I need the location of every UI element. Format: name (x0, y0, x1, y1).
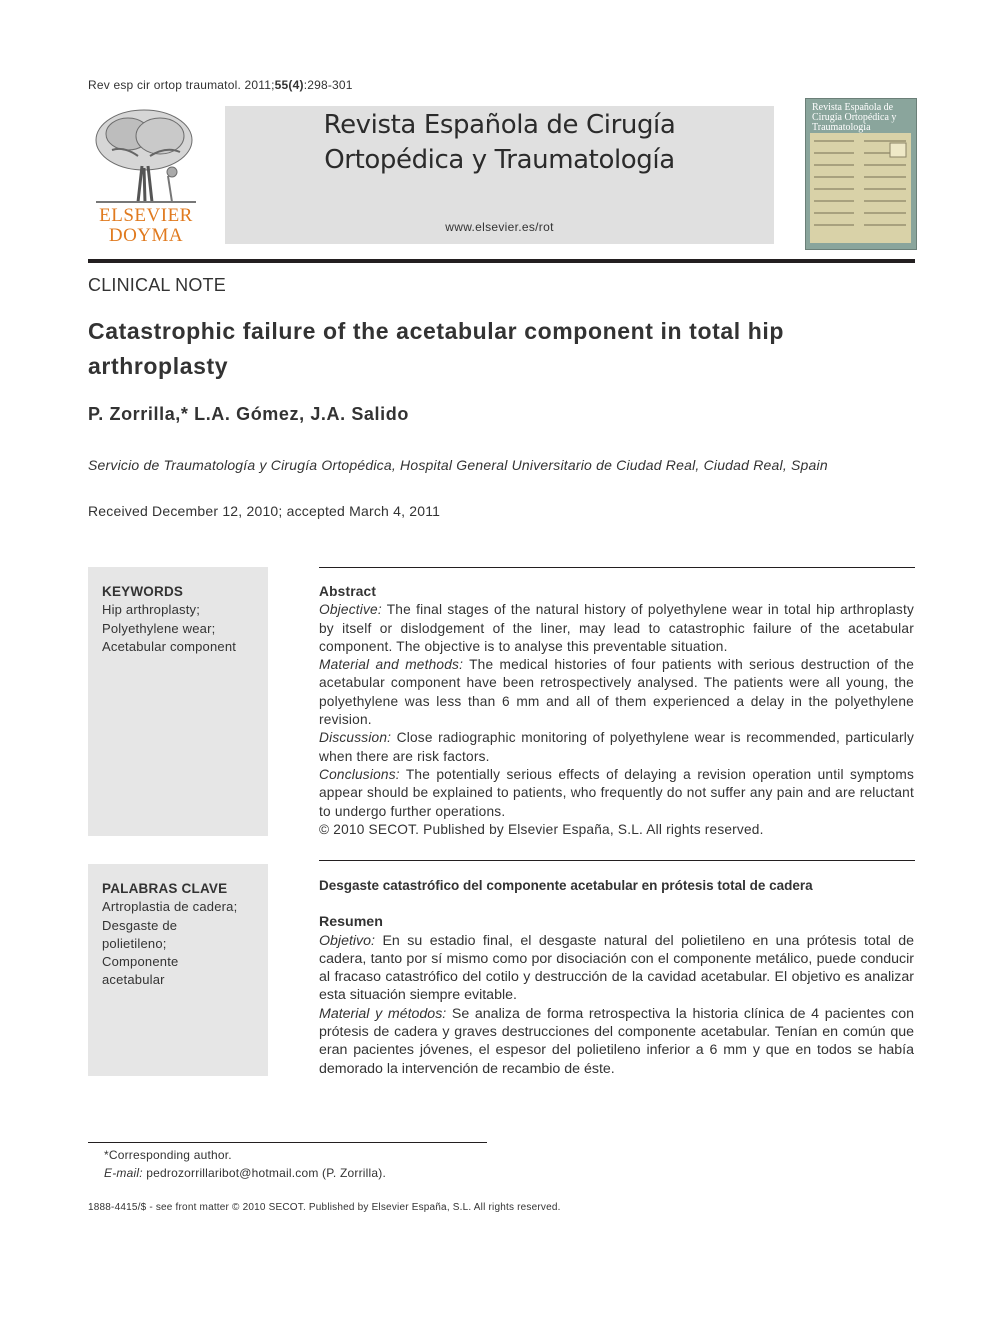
abstract-conclusions-label: Conclusions: (319, 766, 400, 782)
spanish-title: Desgaste catastrófico del componente acetabular en prótesis total de cadera (319, 878, 813, 893)
journal-url[interactable]: www.elsevier.es/rot (445, 220, 554, 234)
palabra-clave-item: Componente (102, 954, 179, 970)
resumen-objetivo-label: Objetivo: (319, 932, 375, 949)
article-title: Catastrophic failure of the acetabular component in total hip arthroplasty (88, 318, 785, 379)
abstract-discussion (319, 729, 914, 766)
footnote (104, 1146, 386, 1182)
journal-title-line1: Revista Española de Cirugía (323, 110, 676, 140)
corresponding-author: *Corresponding author. (104, 1148, 232, 1162)
elsevier-logo (88, 106, 204, 246)
abstract-heading: Abstract (319, 584, 377, 599)
abstract-methods (319, 656, 914, 729)
publisher-line2: DOYMA (108, 225, 184, 246)
palabras-clave-heading: PALABRAS CLAVE (102, 881, 228, 896)
elsevier-tree-icon (88, 106, 204, 206)
article-authors: P. Zorrilla,* L.A. Gómez, J.A. Salido (88, 404, 409, 424)
email-label: E-mail: (104, 1166, 143, 1180)
publisher-line1: ELSEVIER (99, 205, 193, 226)
author-email (104, 1164, 386, 1182)
resumen-objetivo-text: En su estadio final, el desgaste natural del polietileno en una prótesis total de cadera, tanto por sí mismo como por disociación con el componente metálico, puede conducir al fracaso catastrófico del cotilo y destrucción de la cavidad acetabular. El objetivo es analizar esta situación siempre evitable. (319, 932, 914, 1004)
resumen-metodos-label: Material y métodos: (319, 1005, 447, 1022)
keyword-item: Polyethylene wear; (102, 620, 216, 636)
journal-title-line2: Ortopédica y Traumatología (324, 145, 675, 175)
abstract-conclusions-text: The potentially serious effects of delaying a revision operation until symptoms appear should be explained to patients, who frequently do not suffer any pain and are reluctant to undergo further operations. (319, 766, 914, 819)
resumen-objetivo (319, 932, 914, 1005)
keyword-item: Hip arthroplasty; (102, 602, 201, 618)
abstract-objective-label: Objective: (319, 602, 382, 618)
article-affiliation: Servicio de Traumatología y Cirugía Ortopédica, Hospital General Universitario de Ciudad Real, Ciudad Real, Spain (88, 457, 828, 473)
palabra-clave-item: polietileno; (102, 935, 167, 951)
footnote-divider (88, 1142, 487, 1143)
resumen-metodos-text: Se analiza de forma retrospectiva la historia clínica de 4 pacientes con prótesis de cadera y graves destrucciones del componente acetabular. Tenían en común que eran pacientes jóvenes, el espesor del polietileno inferior a 6 mm y que en todos se había demorado la intervención de recambio de éste. (319, 1005, 914, 1077)
section-label: CLINICAL NOTE (88, 275, 226, 295)
abstract-methods-text: The medical histories of four patients with serious destruction of the acetabular component have been retrospectively analysed. The patients were all young, the polyethylene was less than 6 mm and all of them experienced a delay in the polyethylene revision. (319, 657, 915, 728)
abstract-objective (319, 601, 914, 656)
abstract-conclusions (319, 766, 914, 821)
citation-prefix: Rev esp cir ortop traumatol. 2011; (88, 78, 275, 92)
publisher-name (88, 206, 204, 246)
article-received-dates: Received December 12, 2010; accepted March 4, 2011 (88, 503, 441, 519)
palabra-clave-item: acetabular (102, 972, 165, 988)
keyword-item: Acetabular component (102, 638, 237, 654)
journal-title (225, 108, 774, 178)
resumen (319, 877, 914, 1078)
journal-cover-thumbnail (805, 98, 917, 250)
journal-citation (88, 78, 353, 92)
header-divider (88, 259, 915, 263)
resumen-heading: Resumen (319, 914, 383, 931)
issn-line: 1888-4415/$ - see front matter © 2010 SECOT. Published by Elsevier España, S.L. All rights reserved. (88, 1202, 561, 1213)
email-address[interactable]: pedrozorrillaribot@hotmail.com (P. Zorrilla). (142, 1166, 386, 1180)
keywords-heading: KEYWORDS (102, 584, 184, 599)
resumen-metodos (319, 1005, 914, 1078)
abstract (319, 583, 914, 839)
abstract-methods-label: Material and methods: (319, 657, 464, 673)
citation-pages: :298-301 (303, 78, 353, 92)
cover-contents-lines-icon (810, 133, 911, 243)
abstract-discussion-label: Discussion: (319, 730, 392, 746)
abstract-divider (319, 567, 915, 568)
palabra-clave-item: Artroplastia de cadera; (102, 899, 238, 915)
journal-header (225, 106, 774, 244)
abstract-objective-text: The final stages of the natural history of polyethylene wear in total hip arthroplasty by itself or dislodgement of the liner, may lead to catastrophic failure of the acetabular component. The objective is to analyse this preventable situation. (319, 602, 914, 654)
cover-title: Revista Española de Cirugía Ortopédica y Traumatología (812, 102, 897, 133)
keywords-box (88, 567, 268, 836)
palabras-clave-box (88, 864, 268, 1076)
abstract-discussion-text: Close radiographic monitoring of polyethylene wear is recommended, particularly when there are risk factors. (319, 730, 914, 764)
abstract-copyright: © 2010 SECOT. Published by Elsevier España, S.L. All rights reserved. (319, 821, 764, 837)
citation-volume: 55(4) (274, 78, 304, 92)
resumen-divider (319, 860, 915, 861)
cover-contents (810, 133, 911, 243)
palabra-clave-item: Desgaste de (102, 917, 178, 933)
